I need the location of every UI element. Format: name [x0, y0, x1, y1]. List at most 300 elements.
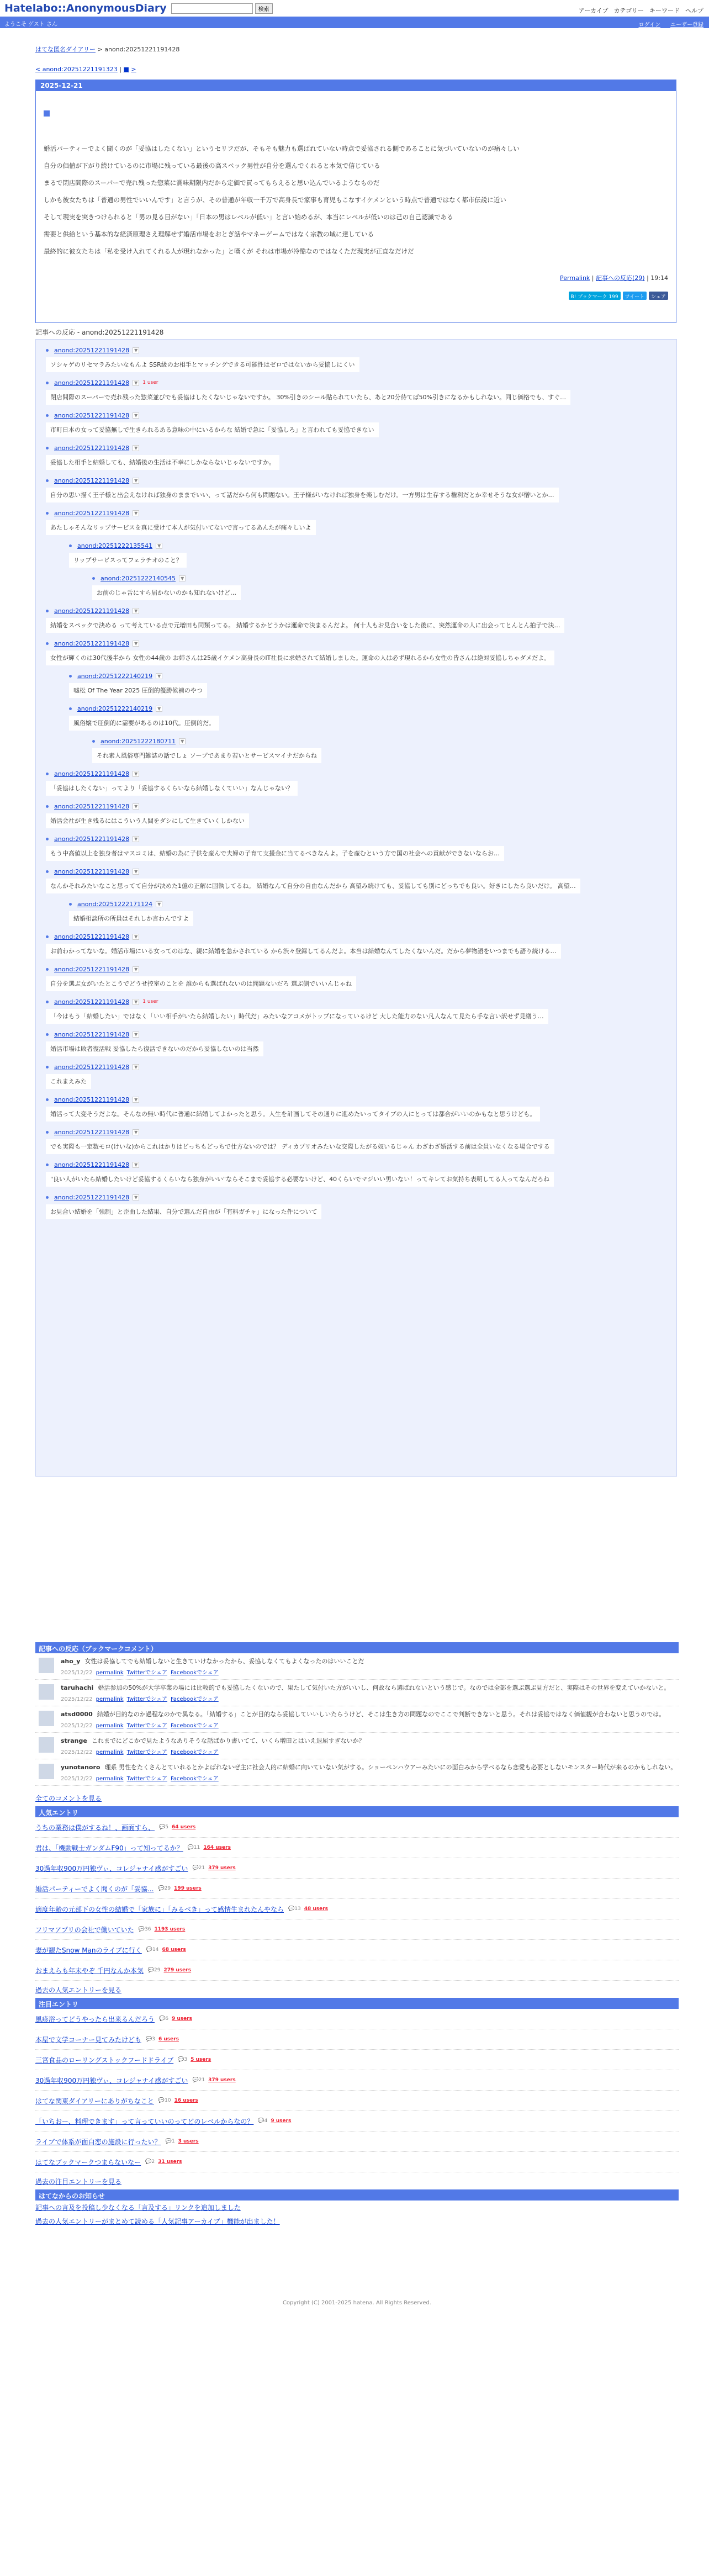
- bullet-icon: [46, 349, 49, 352]
- entry-title-link[interactable]: はてな関東ダイアリーにありがちなこと: [35, 2097, 154, 2105]
- bookmark-action-link[interactable]: permalink: [96, 1776, 124, 1782]
- expand-icon[interactable]: ▼: [133, 1129, 139, 1135]
- expand-icon[interactable]: ▼: [156, 901, 162, 907]
- response-text: 女性が輝くのは30代後半から 女性の44歳の お姉さんは25歳イケメン高身長のIT社長に求婚されて結婚しました。運命の人は必ず現れるから女性の皆さんは絶対妥協しちゃダメだよ。: [46, 650, 554, 665]
- response-link[interactable]: anond:20251221191428: [54, 868, 130, 875]
- bookmark-comment: [35, 1733, 679, 1759]
- comment-count: 💬14: [146, 1947, 159, 1953]
- response-item: [46, 963, 672, 996]
- bookmark-comments-heading: 記事への反応（ブックマークコメント）: [35, 1642, 679, 1653]
- response-link[interactable]: anond:20251221191428: [54, 802, 130, 810]
- bullet-icon: [46, 773, 49, 775]
- hatena-bookmark-button[interactable]: B! ブックマーク 199: [569, 292, 621, 300]
- expand-icon[interactable]: ▼: [156, 543, 162, 549]
- bookmark-comment-text: 婚活参加の50%が大学卒業の場には比較的でも妥協したくないので、果たして気付いた方がいいし、何故なら選ばれないという感じで。なのでは全部を選ぶ選ぶ見方だと、実際はその世界を変えていかないと。: [98, 1684, 670, 1691]
- bookmark-date: 2025/12/22: [61, 1696, 93, 1702]
- bullet-icon: [46, 414, 49, 417]
- bullet-icon: [92, 577, 95, 580]
- news-heading: はてなからのお知らせ: [35, 2189, 679, 2201]
- comment-count: 💬2: [145, 2159, 155, 2165]
- bookmark-action-link[interactable]: Facebookでシェア: [170, 1696, 219, 1702]
- entry-title-link[interactable]: 風疹浴ってどうやったら出来るんだろう: [35, 2015, 155, 2023]
- bookmark-comment-text: 女性は妥協してでも結婚しないと生きていけなかったから、妥協しなくてもよくなったのはいいことだ: [84, 1658, 364, 1665]
- bookmark-action-link[interactable]: permalink: [96, 1723, 124, 1729]
- response-item: [92, 735, 672, 768]
- bookmark-action-link[interactable]: Twitterでシェア: [126, 1723, 167, 1729]
- response-link[interactable]: anond:20251221191428: [54, 770, 130, 777]
- response-item: [46, 930, 672, 963]
- users-count[interactable]: 5 users: [191, 2057, 211, 2062]
- bookmark-user[interactable]: aho_y: [61, 1658, 81, 1665]
- response-item: [46, 507, 672, 539]
- bookmark-meta: [61, 1668, 679, 1676]
- entry-row: [35, 2009, 679, 2029]
- bookmark-action-link[interactable]: Twitterでシェア: [126, 1776, 167, 1782]
- users-count[interactable]: 16 users: [174, 2098, 198, 2103]
- response-head: [46, 1191, 672, 1203]
- response-head: [46, 605, 672, 617]
- bookmark-comments-list: [35, 1653, 679, 1786]
- bookmark-action-link[interactable]: permalink: [96, 1670, 124, 1676]
- prev-entry-link[interactable]: < anond:20251221191323: [35, 66, 118, 73]
- bookmark-action-link[interactable]: Twitterでシェア: [126, 1749, 167, 1755]
- expand-icon[interactable]: ▼: [133, 412, 139, 419]
- top-bar: [0, 0, 709, 19]
- entry-row: [35, 1879, 679, 1899]
- entry-title-link[interactable]: 本屋で文学コーナー見てみたけども: [35, 2035, 142, 2044]
- response-text: 嘘松 Of The Year 2025 圧倒的優勝候補のやつ: [69, 683, 207, 698]
- response-head: [69, 898, 672, 910]
- top-nav-link[interactable]: カテゴリー: [613, 7, 644, 14]
- entry-title-square-link[interactable]: [44, 110, 50, 117]
- bullet-icon: [46, 1066, 49, 1069]
- response-head: [92, 735, 672, 747]
- main-content: [35, 28, 679, 2317]
- response-head: [92, 572, 672, 584]
- bookmark-meta: [61, 1774, 679, 1782]
- expand-icon[interactable]: ▼: [133, 510, 139, 516]
- response-item: [46, 1159, 672, 1191]
- response-item: [46, 1028, 672, 1061]
- users-count[interactable]: 279 users: [163, 1967, 192, 1973]
- response-text: 風俗嬢で圧倒的に需要があるのは10代。圧倒的だ。: [69, 716, 219, 731]
- bookmark-action-link[interactable]: Twitterでシェア: [126, 1670, 167, 1676]
- entry-row: [35, 1838, 679, 1858]
- response-link[interactable]: anond:20251221191428: [54, 379, 130, 387]
- response-item: [69, 539, 672, 572]
- response-link[interactable]: anond:20251221191428: [54, 1128, 130, 1136]
- comment-count: 💬5: [159, 1824, 168, 1830]
- avatar[interactable]: [39, 1737, 54, 1753]
- response-head: [46, 963, 672, 975]
- response-link[interactable]: anond:20251221191428: [54, 835, 130, 843]
- comment-count: 💬13: [288, 1906, 301, 1912]
- users-count[interactable]: 164 users: [203, 1845, 231, 1850]
- entry-row: [35, 2070, 679, 2091]
- expand-icon[interactable]: ▼: [133, 999, 139, 1005]
- bookmark-action-link[interactable]: permalink: [96, 1696, 124, 1702]
- responses-list: [35, 339, 677, 1477]
- response-text: リップサービスってフェラチオのこと？: [69, 553, 187, 568]
- response-link[interactable]: anond:20251221191428: [54, 477, 130, 484]
- users-count[interactable]: 68 users: [162, 1947, 186, 1953]
- users-count[interactable]: 9 users: [171, 2016, 193, 2022]
- avatar[interactable]: [39, 1684, 54, 1700]
- bookmark-user[interactable]: taruhachi: [61, 1684, 94, 1691]
- expand-icon[interactable]: ▼: [133, 771, 139, 777]
- user-bar: [0, 19, 709, 28]
- tweet-button[interactable]: ツイート: [623, 292, 647, 300]
- bookmark-user[interactable]: yunotanoro: [61, 1764, 100, 1771]
- entry-row: [35, 2111, 679, 2131]
- popular-more-link[interactable]: 過去の人気エントリーを見る: [35, 1986, 122, 1994]
- users-count[interactable]: 1 user: [142, 380, 158, 385]
- response-link[interactable]: anond:20251221191428: [54, 1096, 130, 1103]
- response-link[interactable]: anond:20251221191428: [54, 1030, 130, 1038]
- response-text: 婚活会社が生き残るにはこういう人間をダシにして生きていくしかない: [46, 813, 249, 828]
- comment-count: 💬4: [258, 2118, 268, 2124]
- breadcrumb-sep: >: [97, 46, 105, 53]
- avatar[interactable]: [39, 1711, 54, 1726]
- response-link[interactable]: anond:20251222135541: [77, 542, 153, 549]
- users-count[interactable]: 64 users: [171, 1824, 196, 1830]
- facebook-share-button[interactable]: シェア: [649, 292, 668, 300]
- all-comments-link[interactable]: 全てのコメントを見る: [35, 1795, 102, 1802]
- response-text: お前のじゃ舌にすら届かないのかも知れないけど…: [92, 585, 241, 600]
- entry-row: [35, 1960, 679, 1981]
- response-head: [46, 1159, 672, 1171]
- bullet-icon: [46, 512, 49, 515]
- bullet-icon: [69, 675, 72, 678]
- comment-count: 💬1: [165, 2139, 175, 2144]
- response-text: 婚活って大変そうだよな。そんなの無い時代に普通に結婚してよかったと思う。人生を計画してその通りに進めたいってタイプの人にとっては都合がいいのかもなと思うけども。: [46, 1107, 540, 1122]
- bullet-icon: [46, 1163, 49, 1166]
- response-text: 市町日本の女って妥協無しで生きられるある意味の中にいるからな 結婚で急に「妥協しろ」と言われても妥協できない: [46, 422, 379, 437]
- response-text: もう中高値以上を独身者はマスコミは、結婚の為に子供を産んで夫婦の子育て支援金に当てるべきなんよ。子を産むという方で国の社会への貢献ができないならお…: [46, 846, 504, 861]
- response-text: お前わかってないな。婚活市場にいる女ってのはな、親に結婚を急かされている から渋々登録してるんだよ。本当は結婚なんてしたくないんだ。だから夢物語をいつまでも語り続ける…: [46, 944, 561, 959]
- users-count[interactable]: 3 users: [178, 2139, 199, 2144]
- share-buttons: [569, 292, 668, 300]
- response-link[interactable]: anond:20251222140219: [77, 705, 153, 712]
- entry-title-link[interactable]: 君は、「機動戦士ガンダムF90」って知ってるか？: [35, 1844, 183, 1852]
- response-head: [46, 474, 672, 486]
- entry-nav: < anond:20251221191323 | ■ >: [35, 66, 136, 73]
- response-link[interactable]: anond:20251221191428: [54, 444, 130, 452]
- entry-line: まるで閉店間際のスーパーで売れ残った惣菜に賞味期限内だから定価で買ってもらえると思い込んでいるようなものだ: [44, 179, 380, 187]
- expand-icon[interactable]: ▼: [179, 575, 186, 581]
- response-item: [69, 702, 672, 735]
- response-head: [46, 377, 672, 389]
- bookmark-action-link[interactable]: Facebookでシェア: [170, 1749, 219, 1755]
- expand-icon[interactable]: ▼: [133, 641, 139, 647]
- expand-icon[interactable]: ▼: [179, 738, 186, 744]
- bullet-icon: [46, 1131, 49, 1134]
- response-item: [46, 637, 672, 670]
- expand-icon[interactable]: ▼: [133, 869, 139, 875]
- bookmark-comment-text: 理系 男性をたくさんとていれるとかよばれないぜ主に社会人的に結婚に向いていない気がする。ショーペンハウアーみたいにの面白みから学べるなら恋愛も必要としないモンスター時代が来るのかもしれない。: [104, 1764, 677, 1771]
- response-link[interactable]: anond:20251221191428: [54, 411, 130, 419]
- expand-icon[interactable]: ▼: [156, 673, 162, 679]
- entry-title-link[interactable]: フリマアプリの会社で働いていた: [35, 1926, 134, 1934]
- response-head: [46, 800, 672, 812]
- entry-title-link[interactable]: 婚活パーティーでよく聞くのが「妥協...: [35, 1885, 154, 1893]
- bookmark-action-link[interactable]: Facebookでシェア: [170, 1776, 219, 1782]
- comment-count: 💬21: [192, 1865, 205, 1871]
- response-link[interactable]: anond:20251222140219: [77, 672, 153, 680]
- breadcrumb-current: anond:20251221191428: [104, 46, 180, 53]
- response-text: ソシャゲのリセマラみたいなもんよ SSR級のお相手とマッチングできる可能性はゼロではないから妥協しにくい: [46, 357, 359, 372]
- responses-heading: 記事への反応 - anond:20251221191428: [35, 329, 164, 336]
- responses-link[interactable]: 記事への反応(29): [596, 274, 645, 282]
- permalink-link[interactable]: Permalink: [560, 274, 590, 282]
- response-text: 自分の思い描く王子様と出会えなければ独身のままでいい、って話だから何も問題ない。王子様がいなければ独身を楽しむだけ。一方男は生存する権利だとか幸せそうな女が憎いとか…: [46, 488, 559, 502]
- bullet-icon: [46, 870, 49, 873]
- bookmark-action-link[interactable]: Facebookでシェア: [170, 1723, 219, 1729]
- next-entry-link[interactable]: >: [131, 66, 136, 73]
- response-link[interactable]: anond:20251221191428: [54, 639, 130, 647]
- entry-line: 自分の価値が下がり続けているのに市場に残っている最後の高スペック男性が自分を選んでくれると本気で信じている: [44, 162, 380, 170]
- expand-icon[interactable]: ▼: [133, 445, 139, 451]
- response-link[interactable]: anond:20251221191428: [54, 1193, 130, 1201]
- entry-text: [44, 140, 668, 260]
- response-head: [46, 344, 672, 356]
- comment-count: 💬3: [178, 2057, 188, 2062]
- bookmark-action-link[interactable]: permalink: [96, 1749, 124, 1755]
- response-head: [46, 865, 672, 877]
- bookmark-comment-text: 結婚が目的なのか過程なのかで異なる。「結婚する」ことが目的なら妥協していいしいたらうけど、そこは生き方の問題なのでここで判断できないと思う。それは妥協ではなく価値観が合わないと思うのでは。: [97, 1711, 665, 1718]
- response-text: あたしゃそんなリップサービスを真に受けて本人が気付いてないで言ってるあんたが痛々しいよ: [46, 520, 316, 535]
- response-item: [69, 670, 672, 702]
- response-text: 「今はもう「結婚したい」ではなく「いい相手がいたら結婚したい」時代だ」みたいなアコメがトップになっているけど 大した能力のない凡人なんて見たら手な言い訳せず見繕う…: [46, 1009, 548, 1024]
- response-text: それ素人風俗専門雑誌の話でしょ ソープであまり若いとサービスマイナだからね: [92, 748, 321, 763]
- response-link[interactable]: anond:20251221191428: [54, 998, 130, 1006]
- entry-title-link[interactable]: うちの業務は僕がするね！、画面すら、: [35, 1823, 155, 1832]
- users-count[interactable]: 9 users: [271, 2118, 292, 2124]
- users-count[interactable]: 6 users: [158, 2037, 179, 2042]
- entry-line: 婚活パーティーでよく聞くのが「妥協はしたくない」というセリフだが、そもそも魅力も選ばれていない時点で妥協される側であることに気づいていないのが痛々しい: [44, 145, 520, 152]
- response-head: [46, 1061, 672, 1073]
- expand-icon[interactable]: ▼: [156, 706, 162, 712]
- bullet-icon: [46, 1196, 49, 1199]
- response-link[interactable]: anond:20251221191428: [54, 1161, 130, 1168]
- entry-title-link[interactable]: はてなブックマークつまらないなー: [35, 2158, 141, 2166]
- expand-icon[interactable]: ▼: [133, 380, 139, 386]
- news-item[interactable]: 記事への言及を投稿し少なくなる「言及する」リンクを追加しました: [35, 2204, 241, 2212]
- users-count[interactable]: 379 users: [208, 1865, 236, 1871]
- register-link[interactable]: ユーザー登録: [670, 22, 703, 28]
- comment-count: 💬29: [147, 1967, 161, 1973]
- notable-more-link[interactable]: 過去の注目エントリーを見る: [35, 2178, 122, 2186]
- response-head: [46, 1126, 672, 1138]
- expand-icon[interactable]: ▼: [133, 836, 139, 842]
- response-link[interactable]: anond:20251221191428: [54, 1063, 130, 1071]
- entry-title-link[interactable]: 30過年収900万円独ヴぃ、コレジャナイ感がすごい: [35, 1864, 188, 1873]
- notable-heading: 注目エントリ: [35, 1998, 679, 2009]
- bullet-icon: [46, 968, 49, 971]
- bullet-icon: [69, 903, 72, 906]
- response-text: 結婚をスペックで決める って考えている点で元増田も同類ってる。 結婚するかどうかは運命で決まるんだよ。 何十人もお見合いをした後に、突然運命の人に出会ってとんとん拍子で決…: [46, 618, 564, 633]
- response-text: 閉店間際のスーパーで売れ残った惣菜並びでも妥協はしたくないじゃないですか。 30%引きのシール貼られていたら、あと20分待てば50%引きになるかもしれない。同じ価格でも、すぐ…: [46, 390, 570, 405]
- entry-title-link[interactable]: 30過年収900万円独ヴぃ、コレジャナイ感がすごい: [35, 2076, 188, 2085]
- users-count[interactable]: 48 users: [304, 1906, 329, 1912]
- response-item: [46, 800, 672, 833]
- entry-line: しかも彼女たちは「普通の男性でいいんです」と言うが、その普通が年収一千万で高身長で家事も育児もこなすイケメンという時点で普通ではなく都市伝説に近い: [44, 196, 506, 204]
- entry-title-link[interactable]: 妻が観たSnow Manのライブに行く: [35, 1946, 142, 1954]
- response-text: お見合い結婚を「強制」と歪曲した結果、自分で選んだ自由が「有料ガチャ」になった件について: [46, 1204, 321, 1219]
- response-head: [46, 930, 672, 943]
- response-link[interactable]: anond:20251221191428: [54, 965, 130, 973]
- users-count[interactable]: 31 users: [158, 2159, 182, 2165]
- response-link[interactable]: anond:20251221191428: [54, 933, 130, 940]
- breadcrumb-home-link[interactable]: はてな匿名ダイアリー: [35, 46, 96, 53]
- response-text: なんかそれみたいなこと思ってて自分が決めた1億の正解に固執してるね。 結婚なんて自分の自由なんだから 高望み続けても、妥協しても別にどっちでも良い。好きにしたら良いだけ。 高望…: [46, 879, 580, 893]
- bullet-icon: [46, 805, 49, 808]
- bullet-icon: [46, 935, 49, 938]
- response-link[interactable]: anond:20251221191428: [54, 509, 130, 517]
- bookmark-comment: [35, 1680, 679, 1706]
- entry-body: [36, 91, 676, 322]
- response-link[interactable]: anond:20251221191428: [54, 607, 130, 615]
- bookmark-date: 2025/12/22: [61, 1723, 93, 1729]
- response-item: [46, 1191, 672, 1224]
- notable-list: [35, 2009, 679, 2172]
- comment-count: 💬11: [187, 1845, 200, 1850]
- site-logo[interactable]: Hatelabo::AnonymousDiary: [4, 2, 167, 14]
- expand-icon[interactable]: ▼: [133, 1064, 139, 1070]
- response-head: [46, 996, 672, 1008]
- response-text: 妥協した相手と結婚しても、結婚後の生活は不幸にしかならないじゃないですか。: [46, 455, 279, 470]
- response-link[interactable]: anond:20251222140545: [100, 574, 176, 582]
- users-count[interactable]: 379 users: [208, 2077, 236, 2083]
- response-item: [46, 377, 672, 409]
- expand-icon[interactable]: ▼: [133, 1032, 139, 1038]
- comment-count: 💬21: [192, 2077, 205, 2083]
- entry-line: そして現実を突きつけられると「男の見る目がない」「日本の男はレベルが低い」と言い始めるが、本当にレベルが低いのは己の自己認識である: [44, 213, 453, 221]
- users-count[interactable]: 1193 users: [154, 1927, 186, 1932]
- entry-line: 需要と供給という基本的な経済原理さえ理解せず婚活市場をおとぎ話やマネーゲームではなく宗教の域に達している: [44, 230, 374, 238]
- entry-row: [35, 2131, 679, 2152]
- top-nav: [579, 6, 703, 15]
- response-text: 結婚相談所の所員はそれしか言わんですよ: [69, 911, 193, 926]
- avatar[interactable]: [39, 1658, 54, 1673]
- entry-title-link[interactable]: おまえらも年末やぞ 千円なんか本気: [35, 1966, 144, 1975]
- entry-title-link[interactable]: ライブで体系が面白恋の施設に行ったい？: [35, 2138, 161, 2146]
- response-head: [69, 539, 672, 552]
- expand-icon[interactable]: ▼: [133, 347, 139, 353]
- bullet-icon: [46, 382, 49, 384]
- copyright: Copyright (C) 2001-2025 hatena. All Rights Reserved.: [282, 2300, 432, 2306]
- expand-icon[interactable]: ▼: [133, 478, 139, 484]
- response-item: [46, 442, 672, 474]
- response-text: "良い人がいたら結婚したいけど妥協するくらいなら独身がいい"ならそこまで妥協する必要ないけど、40くらいでマジいい男いない！ってキレてお気持ち表明してる人ってなんだろね: [46, 1172, 554, 1187]
- expand-icon[interactable]: ▼: [133, 1194, 139, 1200]
- expand-icon[interactable]: ▼: [133, 803, 139, 810]
- response-head: [46, 442, 672, 454]
- response-head: [46, 833, 672, 845]
- bookmark-action-link[interactable]: Facebookでシェア: [170, 1670, 219, 1676]
- response-item: [46, 833, 672, 865]
- login-link[interactable]: ログイン: [638, 22, 660, 28]
- entry-footer: Permalink | 記事への反応(29) | 19:14: [560, 274, 668, 282]
- bullet-icon: [46, 479, 49, 482]
- response-item: [46, 1061, 672, 1093]
- response-item: [46, 1093, 672, 1126]
- response-head: [69, 670, 672, 682]
- response-link[interactable]: anond:20251221191428: [54, 346, 130, 354]
- bookmark-user[interactable]: atsd0000: [61, 1711, 93, 1718]
- bookmark-comment: [35, 1759, 679, 1786]
- bullet-icon: [92, 740, 95, 743]
- expand-icon[interactable]: ▼: [133, 1097, 139, 1103]
- response-head: [46, 637, 672, 649]
- entry-title-link[interactable]: 適度年齢の元部下の女性の結婚で「家族に」「みるべき」って感情生まれたんやなら: [35, 1905, 284, 1913]
- entry-row: [35, 2029, 679, 2050]
- entry-title-link[interactable]: 「いちおー、料理できます」って言っていいのってどのレベルからなの？: [35, 2117, 254, 2125]
- bookmark-comment-text: これまでにどこかで見たようなありそうな話ばかり書いてて、いくら増田とはいえ退屈すぎないか？: [91, 1737, 365, 1744]
- entry-row: [35, 1858, 679, 1879]
- bullet-icon: [46, 642, 49, 645]
- avatar[interactable]: [39, 1764, 54, 1779]
- bookmark-date: 2025/12/22: [61, 1776, 93, 1782]
- users-count[interactable]: 1 user: [142, 999, 158, 1004]
- bullet-icon: [69, 544, 72, 547]
- expand-icon[interactable]: ▼: [133, 934, 139, 940]
- entry-title-link[interactable]: 三宮食品のローリングストックフードドライブ: [35, 2056, 174, 2064]
- bullet-icon: [46, 1033, 49, 1036]
- response-item: [46, 344, 672, 377]
- bookmark-user[interactable]: strange: [61, 1737, 87, 1744]
- top-nav-link[interactable]: アーカイブ: [578, 7, 609, 14]
- news-item[interactable]: 過去の人気エントリーがまとめて読める「人気記事アーカイブ」機能が出ました！: [35, 2218, 280, 2225]
- expand-icon[interactable]: ▼: [133, 1162, 139, 1168]
- bullet-icon: [46, 838, 49, 840]
- search-input[interactable]: [171, 3, 253, 14]
- entry-row: [35, 1899, 679, 1919]
- comment-count: 💬6: [159, 2016, 168, 2022]
- response-item: [69, 898, 672, 930]
- bookmark-meta: [61, 1694, 679, 1702]
- bookmark-comment: [35, 1706, 679, 1733]
- response-item: [46, 474, 672, 507]
- search-button[interactable]: 検索: [255, 3, 273, 14]
- response-link[interactable]: anond:20251222171124: [77, 900, 153, 908]
- entry-row: [35, 1919, 679, 1940]
- entry-row: [35, 1940, 679, 1960]
- response-text: でも実際も一定数モロ(けいな)からこれはかりはどっちもどっちで仕方ないのでは？ ディカプリオみたいな交際したがる奴いるじゃん わざわざ婚活する前は全員いなくなる場合でする: [46, 1139, 554, 1154]
- expand-icon[interactable]: ▼: [133, 608, 139, 614]
- top-nav-link[interactable]: ヘルプ: [685, 7, 703, 14]
- response-item: [46, 409, 672, 442]
- bullet-icon: [46, 610, 49, 612]
- bullet-icon: [46, 1001, 49, 1003]
- response-text: 「妥協はしたくない」ってより「妥協するくらいなら結婚しなくていい」なんじゃない？: [46, 781, 298, 796]
- bookmark-action-link[interactable]: Twitterでシェア: [126, 1696, 167, 1702]
- entry-box: [35, 80, 676, 323]
- expand-icon[interactable]: ▼: [133, 966, 139, 972]
- response-head: [46, 1028, 672, 1040]
- users-count[interactable]: 199 users: [174, 1886, 202, 1891]
- bookmark-comment: [35, 1653, 679, 1680]
- response-link[interactable]: anond:20251222180711: [100, 737, 176, 745]
- top-nav-link[interactable]: キーワード: [649, 7, 680, 14]
- bookmark-date: 2025/12/22: [61, 1670, 93, 1676]
- welcome-text: ようこそ ゲスト さん: [4, 22, 57, 28]
- bookmark-meta: [61, 1721, 679, 1729]
- entry-row: [35, 2050, 679, 2070]
- response-item: [46, 1126, 672, 1159]
- bullet-icon: [69, 707, 72, 710]
- home-square-link[interactable]: ■: [123, 66, 129, 73]
